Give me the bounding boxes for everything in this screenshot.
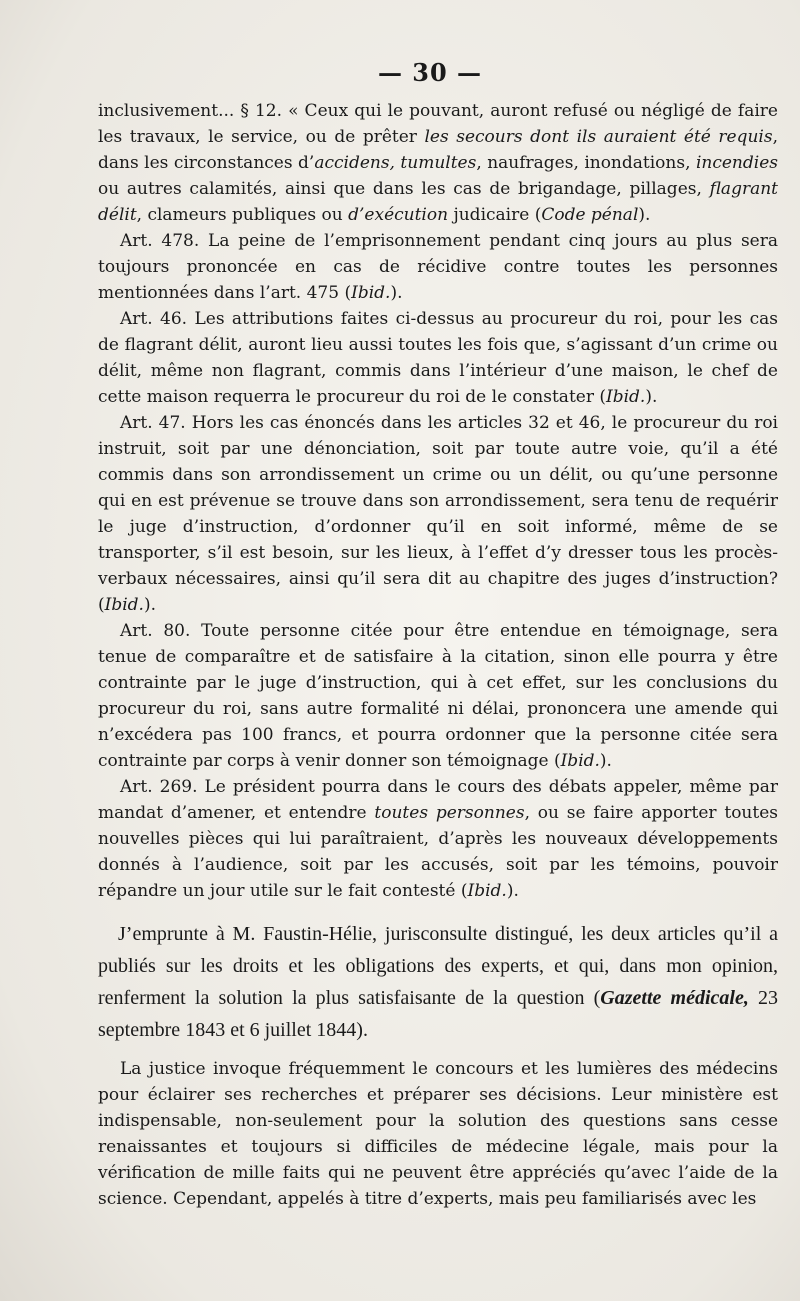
commentary-paragraph: J’emprunte à M. Faustin-Hélie, jurisconsulte distingué, les deux articles qu’il a publiés sur les droits et les obligations des experts, et qui, dans mon opinion, renferment la solution la plus satisfaisante de la question (Gazette médicale, 23 septembre 1843 et 6 juillet 1844).: [98, 923, 778, 1041]
paragraph-art-269: Art. 269. Le président pourra dans le cours des débats appeler, même par mandat d’amener, et entendre toutes personnes, ou se faire apporter toutes nouvelles pièces qui lui paraîtraient, d’après les nouveaux développements donnés à l’audience, soit par les accusés, soit par les témoins, pouvoir répandre un jour utile sur le fait contesté (Ibid.).: [98, 777, 778, 901]
paragraph-code-penal: inclusivement... § 12. « Ceux qui le pouvant, auront refusé ou négligé de faire les travaux, le service, ou de prêter les secours dont ils auraient été requis, dans les circonstances d’accidens, tumultes, naufrages, inondations, incendies ou autres calamités, ainsi que dans les cas de brigandage, pillages, flagrant délit, clameurs publiques ou d’exécution judicaire (Code pénal).: [98, 101, 778, 225]
paragraph-art-478: Art. 478. La peine de l’emprisonnement pendant cinq jours au plus sera toujours prononcée en cas de récidive contre toutes les personnes mentionnées dans l’art. 475 (Ibid.).: [98, 231, 778, 303]
closing-paragraph: La justice invoque fréquemment le concours et les lumières des médecins pour éclairer ses recherches et préparer ses décisions. Leur ministère est indispensable, non-seulement pour la solution des questions sans cesse renaissantes et toujours si difficiles de médecine légale, mais pour la vérification de mille faits qui ne peuvent être appréciés qu’avec l’aide de la science. Cependant, appelés à titre d’experts, mais peu familiarisés avec les: [98, 1059, 778, 1209]
text-column: [98, 98, 778, 1212]
page-number: — 30 —: [377, 58, 483, 87]
paragraph-art-80: Art. 80. Toute personne citée pour être entendue en témoignage, sera tenue de comparaître et de satisfaire à la citation, sinon elle pourra y être contrainte par le juge d’instruction, qui à cet effet, sur les conclusions du procureur du roi, sans autre formalité ni délai, prononcera une amende qui n’excédera pas 100 francs, et pourra ordonner que la personne citée sera contrainte par corps à venir donner son témoignage (Ibid.).: [98, 621, 778, 771]
paragraph-art-47: Art. 47. Hors les cas énoncés dans les articles 32 et 46, le procureur du roi instruit, soit par une dénonciation, soit par toute autre voie, qu’il a été commis dans son arrondissement un crime ou un délit, ou qu’une personne qui en est prévenue se trouve dans son arrondissement, sera tenu de requérir le juge d’instruction, d’ordonner qu’il en soit informé, même de se transporter, s’il est besoin, sur les lieux, à l’effet d’y dresser tous les procès-verbaux nécessaires, ainsi qu’il sera dit au chapitre des juges d’instruction? (Ibid.).: [98, 413, 778, 615]
paragraph-art-46: Art. 46. Les attributions faites ci-dessus au procureur du roi, pour les cas de flagrant délit, auront lieu aussi toutes les fois que, s’agissant d’un crime ou délit, même non flagrant, commis dans l’intérieur d’une maison, le chef de cette maison requerra le procureur du roi de le constater (Ibid.).: [98, 309, 778, 407]
